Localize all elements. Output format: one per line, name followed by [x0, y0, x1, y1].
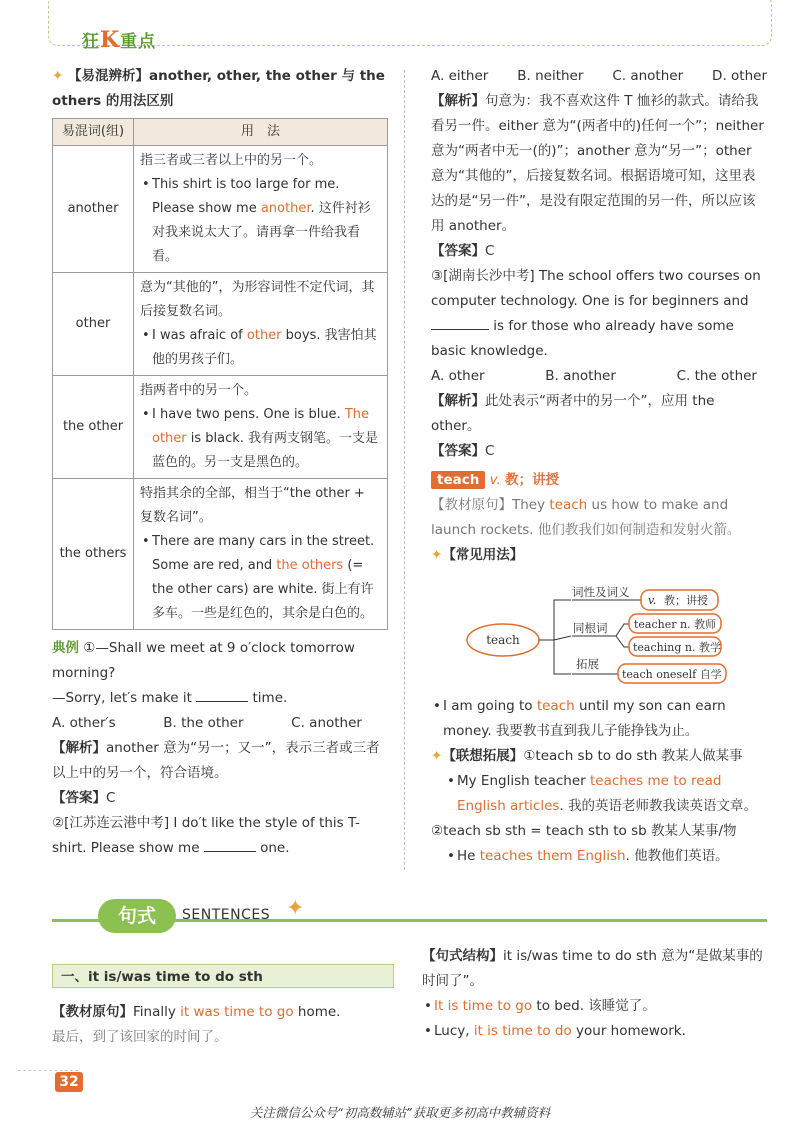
header-frame: [48, 0, 772, 46]
usage-cell: [134, 273, 388, 376]
bird-icon: ✦: [52, 68, 64, 84]
bird-icon: ✦: [431, 547, 443, 563]
sentences-left: [52, 1000, 392, 1050]
option: A. other′s: [52, 715, 116, 731]
bird-icon: ✦: [286, 896, 305, 921]
table-row: [53, 273, 388, 376]
page-number: 32: [55, 1072, 83, 1092]
question-2-analysis: 【解析】句意为：我不喜欢这件 T 恤衫的款式。请给我看另一件。either 意为“(两者中的)任何一个”；neither 意为“两者中无一(的)”；another 意为“另一”；other 意为“其他的”，后接复数名词。根据语境可知，这里表达的是“另一件”，是没有限定范围的另一件，所以应该用 another。: [431, 93, 764, 234]
option: A. other: [431, 368, 485, 384]
term-cell: the others: [53, 479, 134, 630]
question-3: ③[湖南长沙中考] The school offers two courses on computer technology. One is for beginners and is for those who already have some basic knowledge.: [431, 268, 761, 359]
answer-blank: [204, 837, 256, 852]
usage-example: • I was afraic of other boys. 我害怕其他的男孩子们。: [140, 324, 381, 372]
part-of-speech: v.: [489, 472, 501, 488]
table-row: [53, 376, 388, 479]
textbook-sentence: 【教材原句】Finally it was time to go home.: [52, 1004, 341, 1020]
usage-desc: 意为“其他的”，为形容词性不定代词，其后接复数名词。: [140, 280, 375, 319]
usage-cell: [134, 146, 388, 273]
right-column-lower: [431, 694, 767, 869]
extension-example: • He teaches them English. 他教他们英语。: [431, 844, 767, 869]
table-header-term: 易混词(组): [53, 119, 134, 146]
usage-example: • This shirt is too large for me. Please show me another. 这件衬衫对我来说太大了。请再拿一件给我看看。: [140, 173, 381, 269]
option: C. another: [291, 715, 362, 731]
table-row: [53, 479, 388, 630]
footer-divider: [18, 1070, 78, 1071]
question-3-analysis: 【解析】此处表示“两者中的另一个”，应用 the other。: [431, 393, 715, 434]
option: B. the other: [163, 715, 244, 731]
structure-example: • It is time to go to bed. 该睡觉了。: [422, 994, 767, 1019]
mind-map-branch-3: 拓展: [576, 657, 599, 671]
column-divider: [404, 70, 405, 870]
usage-desc: 指三者或三者以上中的另一个。: [140, 153, 323, 168]
section-heading: 一、it is/was time to do sth: [52, 964, 394, 988]
mind-map: [466, 584, 766, 684]
textbook-translation: 最后，到了该回家的时间了。: [52, 1029, 228, 1045]
question-1-answer: 【答案】C: [52, 790, 116, 806]
extension-example: • My English teacher teaches me to read English articles. 我的英语老师教我读英语文章。: [431, 769, 767, 819]
extension-heading: ✦【联想拓展】①teach sb to do sth 教某人做某事: [431, 748, 743, 764]
option: B. neither: [517, 68, 584, 84]
footer-note: 关注微信公众号“初高数辅站”获取更多初高中教辅资料: [249, 1105, 551, 1120]
mind-map-leaf-1: 教；讲授: [664, 594, 708, 607]
sentences-right: [422, 944, 767, 1044]
mind-map-branch-2: 同根词: [573, 621, 608, 635]
textbook-sentence: 【教材原句】They teach us how to make and launch rockets. 他们教我们如何制造和发射火箭。: [431, 497, 741, 538]
section-band-title: 句式: [98, 899, 176, 933]
mind-map-branch-1: 词性及词义: [572, 585, 630, 599]
usage-table: [52, 118, 388, 630]
usage-example: • I have two pens. One is blue. The other is black. 我有两支钢笔。一支是蓝色的。另一支是黑色的。: [140, 403, 381, 475]
term-cell: the other: [53, 376, 134, 479]
bird-icon: ✦: [431, 748, 443, 764]
option: B. another: [545, 368, 616, 384]
question-1-options: [52, 711, 390, 736]
book-logo: 狂K重点: [82, 27, 157, 53]
usage-desc: 特指其余的全部，相当于“the other + 复数名词”。: [140, 486, 365, 525]
answer-blank: [431, 315, 489, 330]
mind-map-leaf-1-pos: v.: [648, 594, 657, 607]
left-column: [52, 64, 390, 861]
option: C. another: [612, 68, 684, 84]
usage-example: • There are many cars in the street. Some are red, and the others (= the other cars) are white. 街上有许多车。一些是红色的，其余是白色的。: [140, 530, 381, 626]
mind-map-leaf-2: teacher n. 教师: [634, 618, 717, 631]
option: D. other: [712, 68, 767, 84]
vocab-heading: [431, 468, 767, 493]
usage-desc: 指两者中的另一个。: [140, 383, 258, 398]
usage-cell: [134, 479, 388, 630]
question-3-answer: 【答案】C: [431, 443, 495, 459]
question-3-options: [431, 364, 767, 389]
right-column: [431, 64, 767, 568]
structure-note: 【句式结构】it is/was time to do sth 意为“是做某事的时间了”。: [422, 948, 763, 989]
question-2-answer: 【答案】C: [431, 243, 495, 259]
term-cell: another: [53, 146, 134, 273]
table-row: [53, 146, 388, 273]
usage-cell: [134, 376, 388, 479]
section-title: ✦ 【易混辨析】another, other, the other 与 the others 的用法区别: [52, 68, 385, 109]
mind-map-leaf-4: teach oneself 自学: [622, 668, 722, 681]
usage-example: • I am going to teach until my son can earn money. 我要教书直到我儿子能挣钱为止。: [431, 694, 767, 744]
question-1-line2: —Sorry, let′s make it time.: [52, 686, 390, 711]
vocab-tag: teach: [431, 471, 485, 489]
term-cell: other: [53, 273, 134, 376]
usage-heading: ✦【常见用法】: [431, 547, 524, 563]
option: A. either: [431, 68, 489, 84]
section-band-subtitle: SENTENCES: [182, 907, 271, 923]
question-2-options: [431, 64, 767, 89]
example-tag: 典例: [52, 640, 79, 656]
question-1-analysis: 【解析】another 意为“另一；又一”，表示三者或三者以上中的另一个，符合语境。: [52, 740, 380, 781]
vocab-meaning: 教；讲授: [505, 472, 560, 488]
answer-blank: [196, 687, 248, 702]
question-2: ②[江苏连云港中考] I do′t like the style of this T-shirt. Please show me one.: [52, 815, 360, 856]
mind-map-center-label: teach: [486, 633, 520, 647]
mind-map-leaf-3: teaching n. 教学: [633, 641, 721, 654]
table-header-usage: 用 法: [134, 119, 388, 146]
extension-item-2: ②teach sb sth = teach sth to sb 教某人某事/物: [431, 823, 737, 839]
structure-example: • Lucy, it is time to do your homework.: [422, 1019, 767, 1044]
mind-map-connector: [539, 600, 571, 674]
question-1: 典例 ①—Shall we meet at 9 o′clock tomorrow morning?: [52, 640, 355, 681]
option: C. the other: [676, 368, 757, 384]
